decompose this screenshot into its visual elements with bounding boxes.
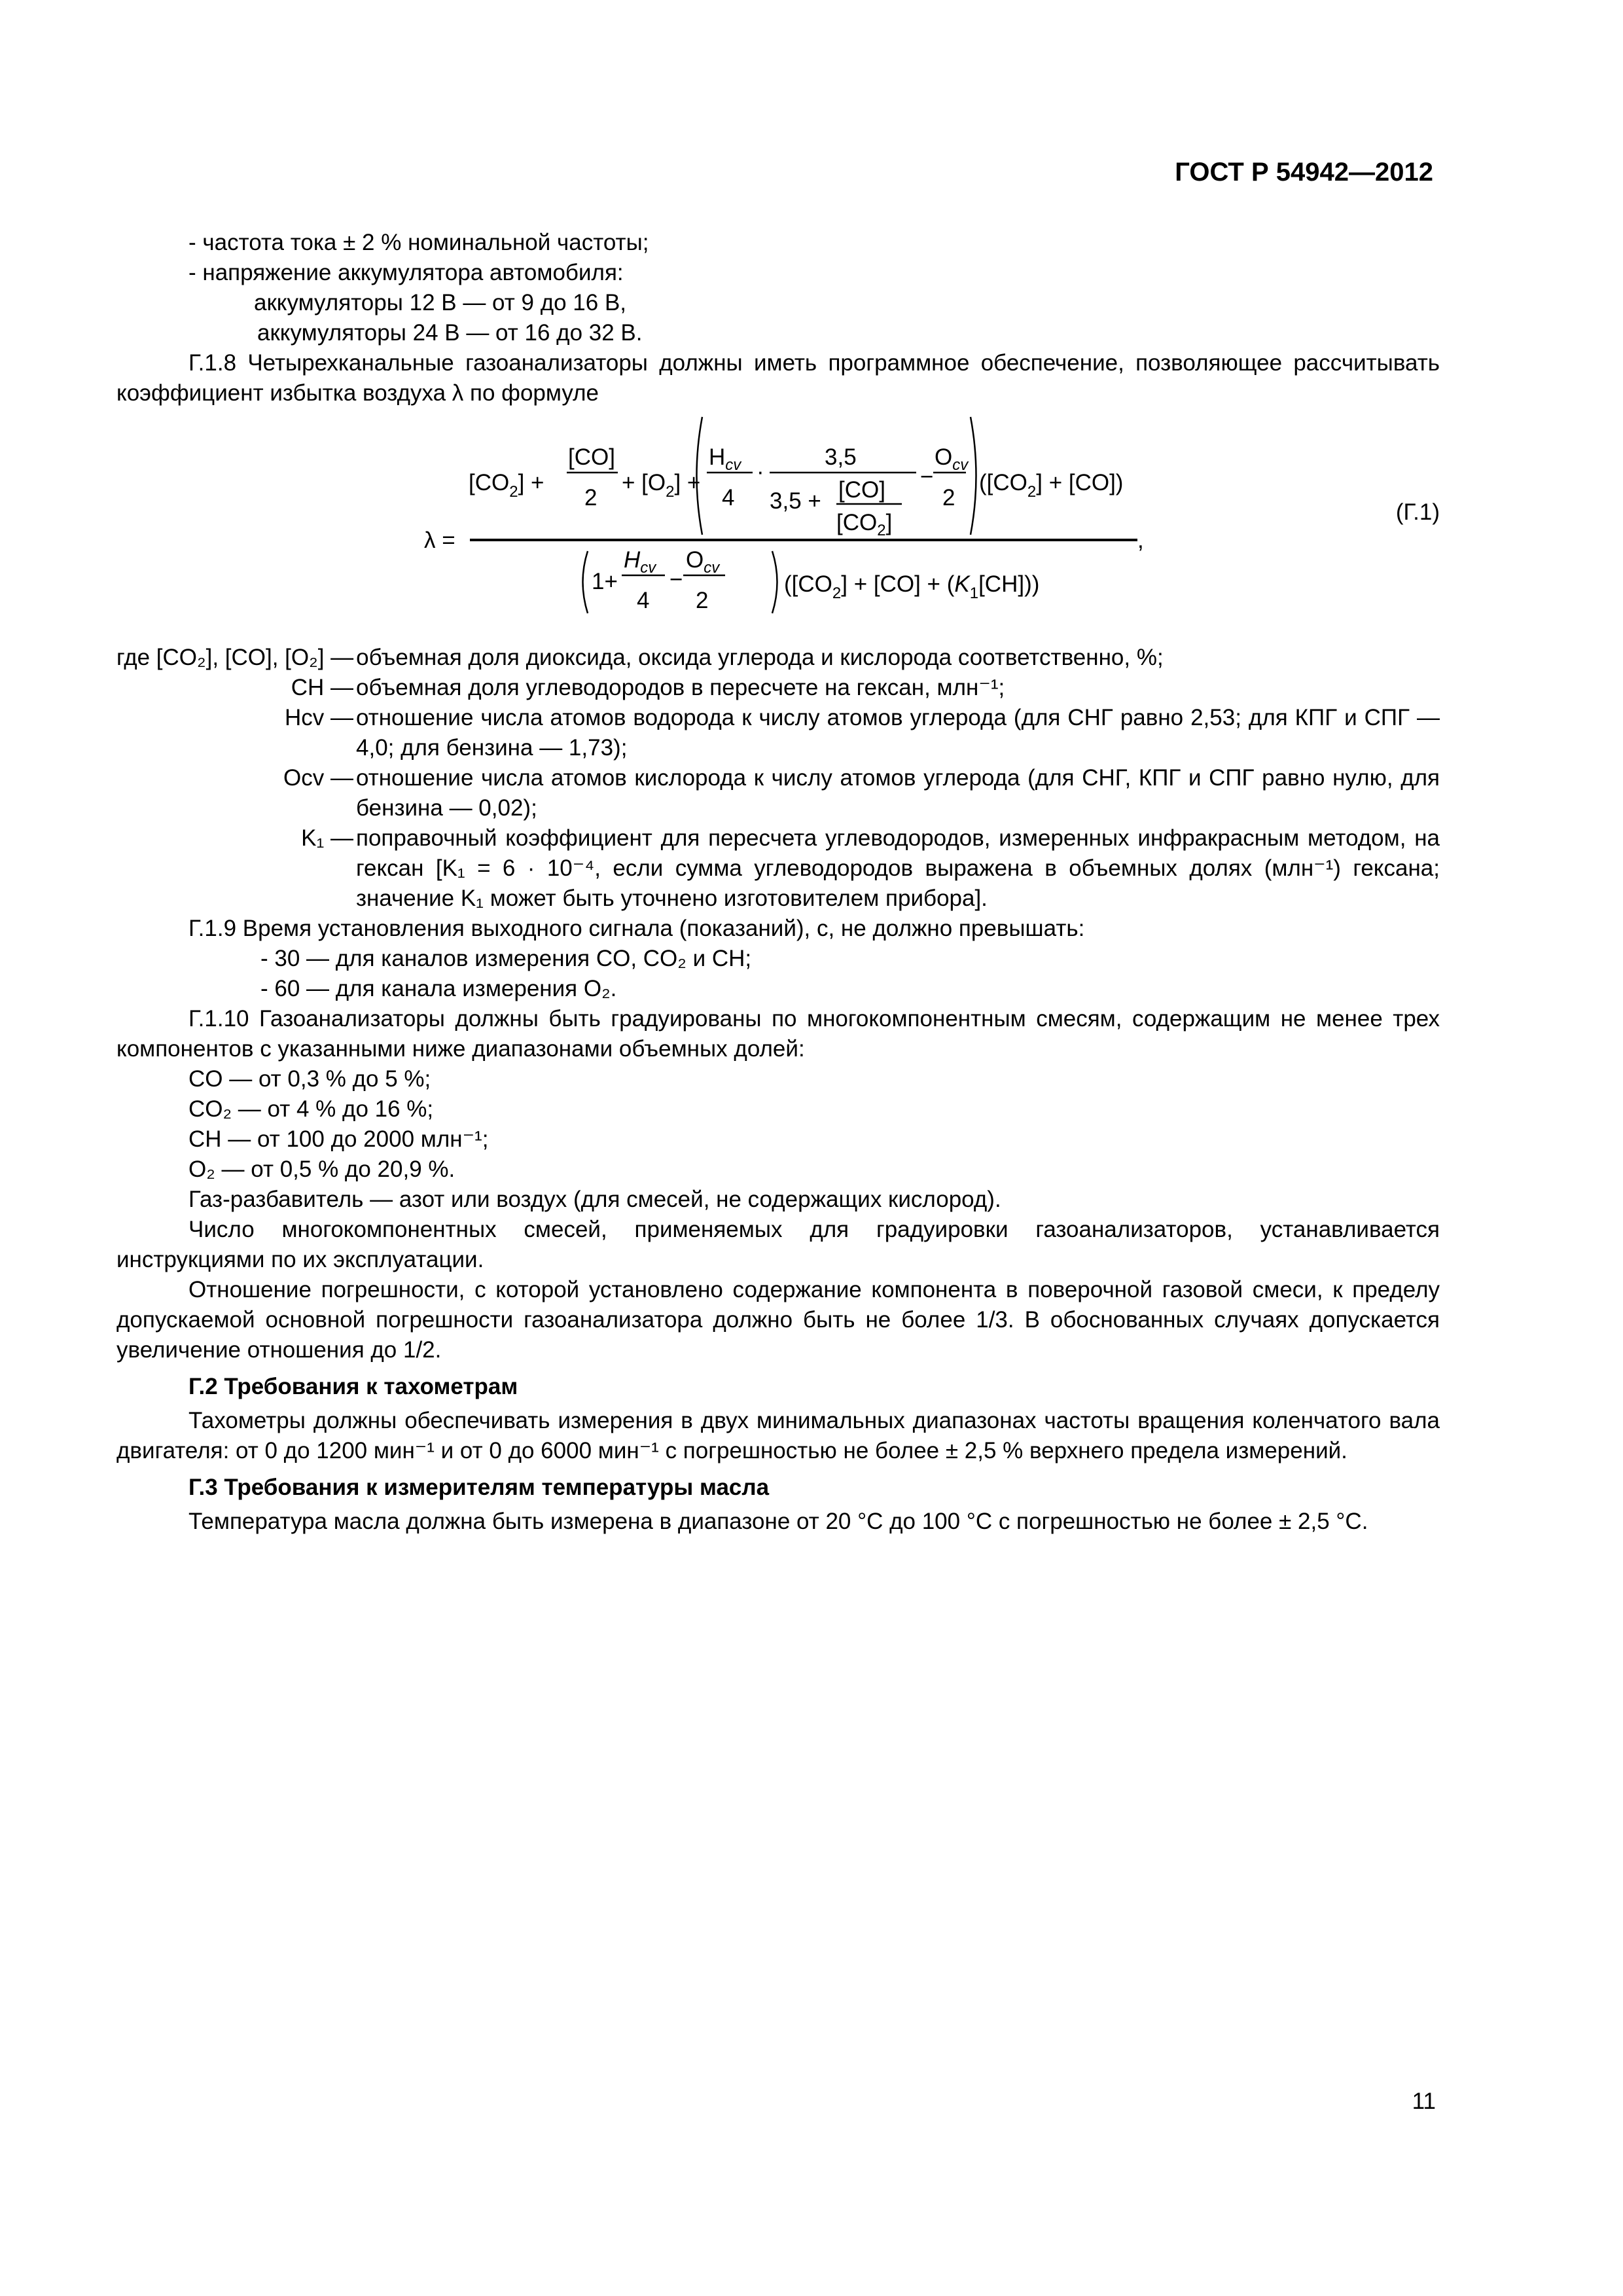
formula-den-minus: − <box>669 567 683 592</box>
paragraph: Тахометры должны обеспечивать измерения в двух минимальных диапазонах частоты вращения коленчатого вала двигателя: от 0 до 1200 мин⁻¹ и от 0 до 6000 мин⁻¹ с погрешностью не более ± 2,5 % верхнего предела измерений. <box>116 1408 1440 1463</box>
formula-den-paren-left <box>583 551 588 613</box>
formula-co-den: 2 <box>584 485 597 511</box>
paragraph: Число многокомпонентных смесей, применяемых для градуировки газоанализаторов, устанавливается инструкциями по их эксплуатации. <box>116 1217 1440 1272</box>
definition-desc: отношение числа атомов кислорода к числу атомов углерода (для СНГ, КПГ и СПГ равно нулю, для бензина — 0,02); <box>356 765 1440 821</box>
formula-big-paren-right <box>971 417 976 535</box>
list-item: CO₂ — от 4 % до 16 %; <box>188 1096 434 1122</box>
formula-term-o2: + $[O_2]$ + <box>622 470 701 501</box>
paragraph: Газ-разбавитель — азот или воздух (для смесей, не содержащих кислород). <box>188 1187 1001 1212</box>
formula-hcv-den: 4 <box>722 485 735 511</box>
formula-hcv-num: $H_{cv}$ <box>709 444 741 474</box>
definition-item <box>116 673 1440 703</box>
formula-co-inner: [CO] <box>838 477 885 503</box>
formula-term-co2: $[CO_2]$ + <box>469 470 544 501</box>
formula-35-num: 3,5 <box>825 444 857 470</box>
formula-lambda: λ = <box>424 528 455 553</box>
definition-item <box>116 763 1440 823</box>
formula-den-one: 1+ <box>592 569 618 594</box>
formula-dot: · <box>757 459 764 484</box>
list-item: O₂ — от 0,5 % до 20,9 %. <box>188 1157 455 1182</box>
list-item: - частота тока ± 2 % номинальной частоты; <box>188 230 649 255</box>
formula-svg <box>116 414 1440 636</box>
formula-co-num: [CO] <box>568 444 615 470</box>
formula-minus: − <box>920 464 934 490</box>
definitions-list <box>116 643 1440 914</box>
section-heading-g3: Г.3 Требования к измерителям температуры масла <box>188 1475 770 1500</box>
paragraph-g-1-9: Г.1.9 Время установления выходного сигнала (показаний), с, не должно превышать: <box>188 916 1085 941</box>
list-item: аккумуляторы 24 В — от 16 до 32 В. <box>257 320 643 346</box>
formula-den-ocv: $O_{cv}$ <box>686 547 720 577</box>
formula-den-hcv: $H_{cv}$ <box>624 547 656 577</box>
definition-item <box>116 643 1440 673</box>
paragraph-g-1-8: Г.1.8 Четырехканальные газоанализаторы должны иметь программное обеспечение, позволяющее рассчитывать коэффициент избытка воздуха λ по формуле <box>116 350 1440 406</box>
definition-desc: объемная доля углеводородов в пересчете на гексан, млн⁻¹; <box>356 675 1005 700</box>
definition-item <box>116 703 1440 763</box>
formula-den-paren-right <box>772 551 777 613</box>
formula-number: (Г.1) <box>1395 499 1440 525</box>
section-heading-g2: Г.2 Требования к тахометрам <box>188 1374 518 1399</box>
formula-den-two: 2 <box>696 588 709 613</box>
list-item: CH — от 100 до 2000 млн⁻¹; <box>188 1126 489 1152</box>
definition-item <box>116 823 1440 914</box>
formula-co2-inner: $[CO_2]$ <box>836 510 893 539</box>
definition-desc: поправочный коэффициент для пересчета углеводородов, измеренных инфракрасным методом, на гексан [K₁ = 6 · 10⁻⁴, если сумма углеводородов выражена в объемных долях (млн⁻¹) гексана; значение K₁ может быть уточнено изготовителем прибора]. <box>356 825 1440 911</box>
document-header: ГОСТ Р 54942—2012 <box>1175 158 1433 187</box>
formula-g1 <box>116 414 1440 636</box>
definition-term: Hcv — <box>285 705 353 730</box>
paragraph-g-1-10: Г.1.10 Газоанализаторы должны быть градуированы по многокомпонентным смесям, содержащим не менее трех компонентов с указанными ниже диапазонами объемных долей: <box>116 1006 1440 1062</box>
list-item: - 60 — для канала измерения O₂. <box>260 976 617 1001</box>
formula-ocv-num: $O_{cv}$ <box>935 444 969 474</box>
formula-den-four: 4 <box>637 588 650 613</box>
formula-num-tail: $([CO_2] + [CO])$ <box>979 470 1124 501</box>
formula-den-tail: $([CO_2] + [CO] + (K_1[CH]))$ <box>784 571 1040 602</box>
definition-desc: отношение числа атомов водорода к числу атомов углерода (для СНГ равно 2,53; для КПГ и СПГ — 4,0; для бензина — 1,73); <box>356 705 1440 761</box>
formula-35-plus: 3,5 + <box>770 488 821 514</box>
list-item: аккумуляторы 12 В — от 9 до 16 В, <box>254 290 627 315</box>
definition-term: где [CO₂], [CO], [O₂] — <box>116 645 354 670</box>
list-item: - напряжение аккумулятора автомобиля: <box>188 260 624 285</box>
page-number: 11 <box>1412 2089 1436 2114</box>
list-item: CO — от 0,3 % до 5 %; <box>188 1066 431 1092</box>
list-item: - 30 — для каналов измерения CO, CO₂ и CH; <box>260 946 752 971</box>
definition-term: CH — <box>291 675 353 700</box>
formula-comma: , <box>1137 528 1144 553</box>
paragraph: Отношение погрешности, с которой установлено содержание компонента в поверочной газовой смеси, к пределу допускаемой основной погрешности газоанализатора должно быть не более 1/3. В обоснованных случаях допускается увеличение отношения до 1/2. <box>116 1277 1440 1363</box>
definition-term: K₁ — <box>301 825 353 851</box>
document-body <box>116 228 1440 1537</box>
definition-desc: объемная доля диоксида, оксида углерода и кислорода соответственно, %; <box>356 645 1164 670</box>
paragraph: Температура масла должна быть измерена в диапазоне от 20 °C до 100 °C с погрешностью не более ± 2,5 °C. <box>188 1509 1368 1534</box>
definition-term: Ocv — <box>283 765 353 791</box>
formula-ocv-den: 2 <box>942 485 955 511</box>
